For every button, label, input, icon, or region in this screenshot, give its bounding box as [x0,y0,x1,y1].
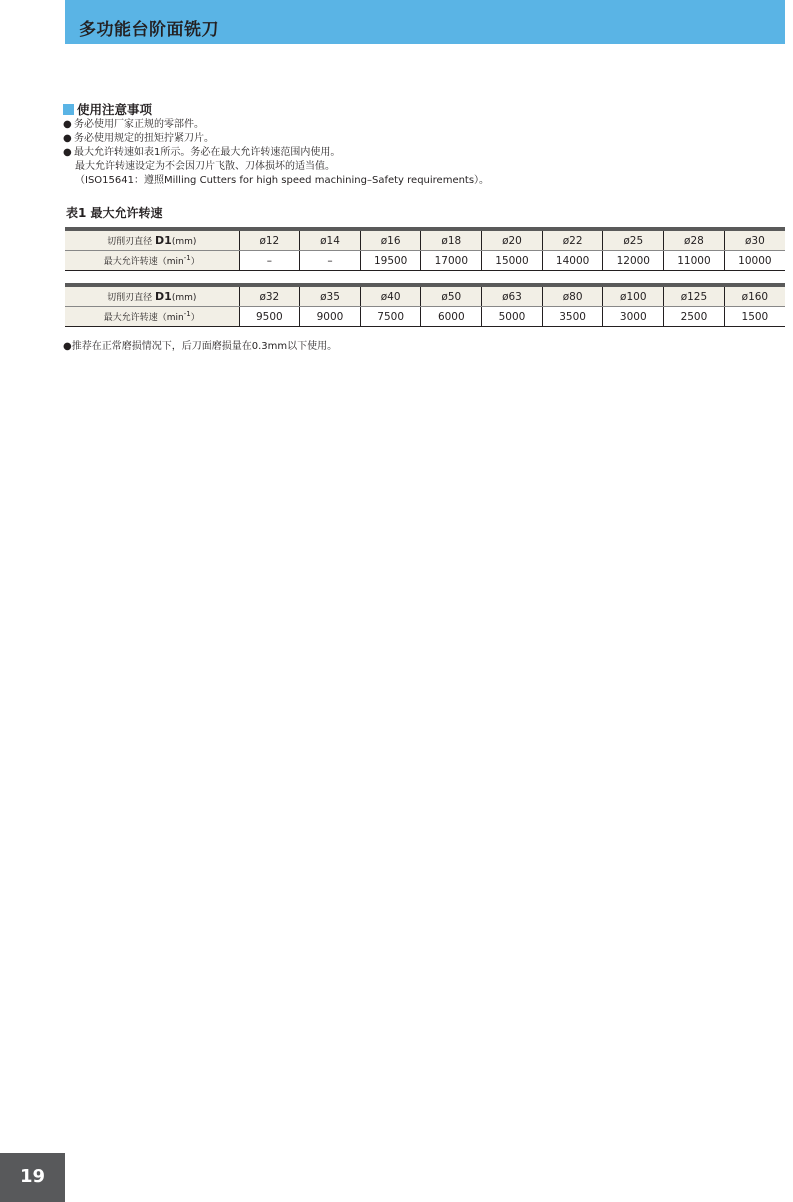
diameter-cell: ø28 [664,231,725,251]
speed-table-part2 [65,283,785,327]
label-symbol: D1 [155,234,172,247]
speed-cell: 3000 [603,307,664,327]
note-item [63,132,763,146]
label-unit: (mm) [171,237,197,247]
diameter-cell: ø22 [542,231,603,251]
speed-cell: 15000 [482,251,543,271]
diameter-cell: ø12 [239,231,300,251]
diameter-cell: ø18 [421,231,482,251]
diameter-cell: ø32 [239,287,300,307]
note-text: 务必使用厂家正规的零部件。 [74,119,204,130]
diameter-cell: ø20 [482,231,543,251]
bullet-icon: ● [63,341,72,352]
speed-cell: 5000 [482,307,543,327]
speed-cell: – [239,251,300,271]
speed-cell: – [300,251,361,271]
speed-cell: 6000 [421,307,482,327]
label-text: 切削刃直径 [107,237,156,247]
label-text: 最大允许转速（min [103,257,184,267]
label-symbol: D1 [155,290,172,303]
speed-cell: 7500 [360,307,421,327]
speed-cell: 9000 [300,307,361,327]
diameter-cell: ø63 [482,287,543,307]
diameter-cell: ø30 [724,231,785,251]
speed-cell: 17000 [421,251,482,271]
header-bar [65,0,785,44]
footnote-text: 推荐在正常磨损情况下，后刀面磨损量在0.3mm以下使用。 [71,341,338,352]
diameter-cell: ø125 [664,287,725,307]
label-unit: ） [190,313,200,323]
speed-cell: 12000 [603,251,664,271]
note-text: 务必使用规定的扭矩拧紧刀片。 [74,133,214,144]
page-number: 19 [19,1166,46,1187]
bullet-icon: ● [63,119,72,130]
diameter-cell: ø40 [360,287,421,307]
note-text: 最大允许转速如表1所示。务必在最大允许转速范围内使用。 [74,147,341,158]
diameter-cell: ø80 [542,287,603,307]
label-unit: (mm) [171,293,197,303]
usage-notes [63,101,763,188]
table-row-speed [65,307,785,327]
bullet-icon: ● [63,133,72,144]
speed-cell: 10000 [724,251,785,271]
row-label-diameter [65,287,239,307]
footnote [63,340,337,354]
diameter-cell: ø35 [300,287,361,307]
speed-cell: 1500 [724,307,785,327]
speed-cell: 9500 [239,307,300,327]
section-heading-text: 使用注意事项 [77,102,153,117]
section-heading [63,101,763,118]
note-continuation: （ISO15641：遵照Milling Cutters for high speed machining–Safety requirements）。 [75,175,490,186]
page-number-box [0,1153,65,1202]
row-label-diameter [65,231,239,251]
note-continuation: 最大允许转速设定为不会因刀片飞散、刀体损坏的适当值。 [75,161,335,172]
label-text: 最大允许转速（min [103,313,184,323]
note-item [63,146,763,160]
speed-cell: 14000 [542,251,603,271]
speed-cell: 2500 [664,307,725,327]
speed-table-part1 [65,227,785,271]
diameter-cell: ø25 [603,231,664,251]
label-text: 切削刃直径 [107,293,156,303]
diameter-cell: ø14 [300,231,361,251]
diameter-cell: ø16 [360,231,421,251]
bullet-icon: ● [63,147,72,158]
square-bullet-icon [63,104,74,115]
label-exponent: -1 [183,310,191,318]
table-title: 表1 最大允许转速 [66,206,163,220]
row-label-speed [65,251,239,271]
label-exponent: -1 [183,254,191,262]
row-label-speed [65,307,239,327]
speed-cell: 3500 [542,307,603,327]
table-row-diameter [65,231,785,251]
diameter-cell: ø50 [421,287,482,307]
table-row-speed [65,251,785,271]
label-unit: ） [190,257,200,267]
table-row-diameter [65,287,785,307]
diameter-cell: ø160 [724,287,785,307]
diameter-cell: ø100 [603,287,664,307]
page-title: 多功能台阶面铣刀 [79,20,219,40]
speed-cell: 19500 [360,251,421,271]
speed-cell: 11000 [664,251,725,271]
note-item [63,118,763,132]
